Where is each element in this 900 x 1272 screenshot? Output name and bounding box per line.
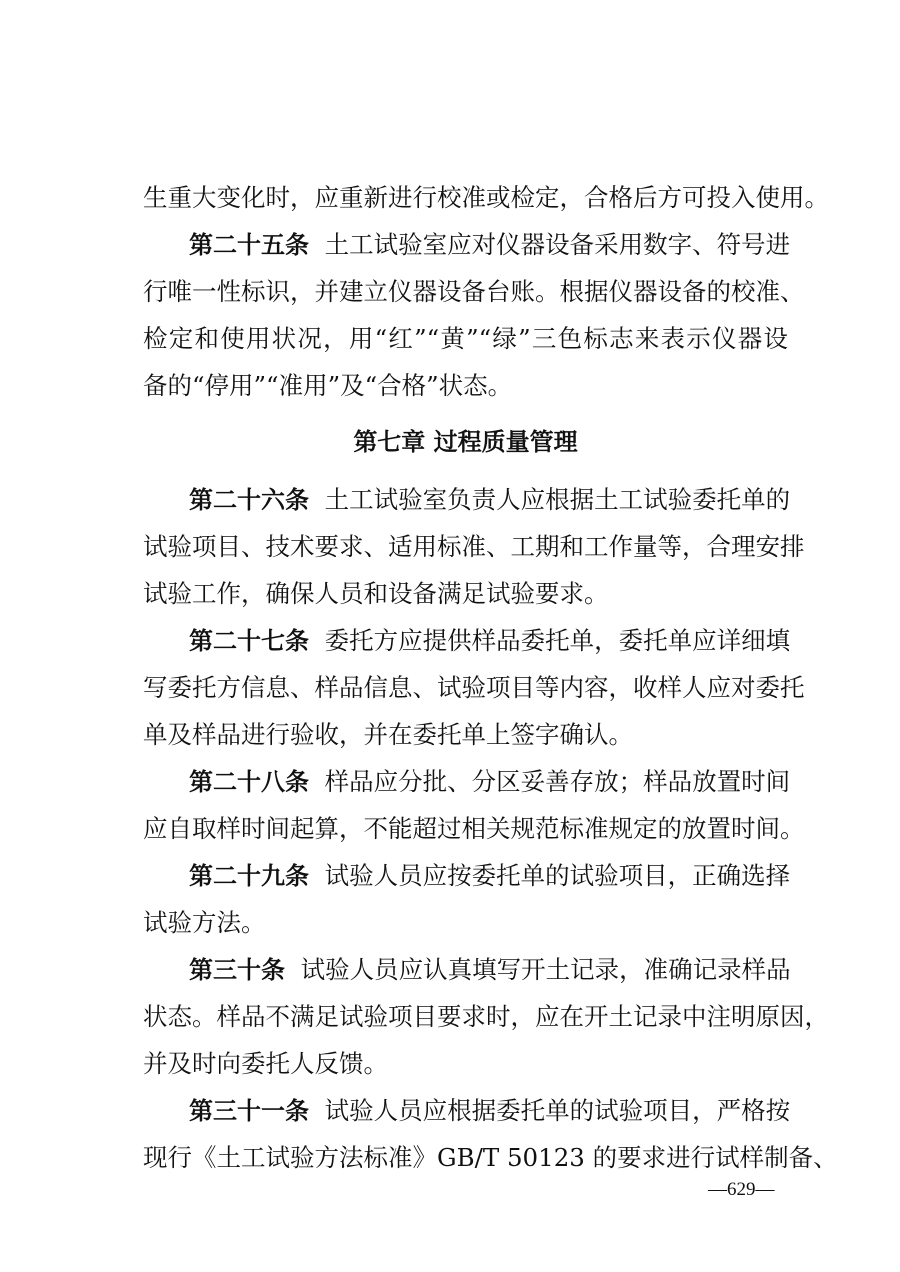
article-29-line-1: 第二十九条 试验人员应按委托单的试验项目，正确选择 xyxy=(189,861,791,890)
paragraph-line: 试验方法。 xyxy=(143,908,266,937)
article-27-line-1: 第二十七条 委托方应提供样品委托单，委托单应详细填 xyxy=(189,626,791,655)
article-heading: 第二十五条 xyxy=(189,231,309,259)
paragraph-line: 试验工作，确保人员和设备满足试验要求。 xyxy=(143,579,609,608)
article-25-line-1: 第二十五条 土工试验室应对仪器设备采用数字、符号进 xyxy=(189,230,791,259)
article-heading: 第三十一条 xyxy=(189,1097,309,1125)
chapter-heading: 第七章 过程质量管理 xyxy=(353,428,578,456)
article-26-line-1: 第二十六条 土工试验室负责人应根据土工试验委托单的 xyxy=(189,485,791,514)
paragraph-line: 状态。样品不满足试验项目要求时，应在开土记录中注明原因， xyxy=(143,1002,829,1031)
paragraph-line: 单及样品进行验收，并在委托单上签字确认。 xyxy=(143,720,633,749)
page-number: —629— xyxy=(708,1179,775,1200)
paragraph-line: 备的“停用”“准用”及“合格”状态。 xyxy=(143,371,513,400)
article-30-line-1: 第三十条 试验人员应认真填写开土记录，准确记录样品 xyxy=(189,955,791,984)
paragraph-line: 试验项目、技术要求、适用标准、工期和工作量等，合理安排 xyxy=(143,532,805,561)
article-heading: 第二十八条 xyxy=(189,768,309,796)
article-heading: 第二十六条 xyxy=(189,486,309,514)
article-heading: 第二十九条 xyxy=(189,862,309,890)
paragraph-line: 应自取样时间起算，不能超过相关规范标准规定的放置时间。 xyxy=(143,814,805,843)
article-heading: 第三十条 xyxy=(189,956,285,984)
body-text xyxy=(143,174,838,1181)
article-28-line-1: 第二十八条 样品应分批、分区妥善存放；样品放置时间 xyxy=(189,767,791,796)
paragraph-line: 检定和使用状况，用“红”“黄”“绿”三色标志来表示仪器设 xyxy=(143,324,788,353)
paragraph-line: 生重大变化时，应重新进行校准或检定，合格后方可投入使用。 xyxy=(143,183,829,212)
article-heading: 第二十七条 xyxy=(189,627,309,655)
article-31-line-1: 第三十一条 试验人员应根据委托单的试验项目，严格按 xyxy=(189,1096,791,1125)
paragraph-line: 写委托方信息、样品信息、试验项目等内容，收样人应对委托 xyxy=(143,673,805,702)
paragraph-line: 现行《土工试验方法标准》GB/T 50123 的要求进行试样制备、 xyxy=(143,1143,838,1172)
paragraph-line: 并及时向委托人反馈。 xyxy=(143,1049,388,1078)
paragraph-line: 行唯一性标识，并建立仪器设备台账。根据仪器设备的校准、 xyxy=(143,277,805,306)
